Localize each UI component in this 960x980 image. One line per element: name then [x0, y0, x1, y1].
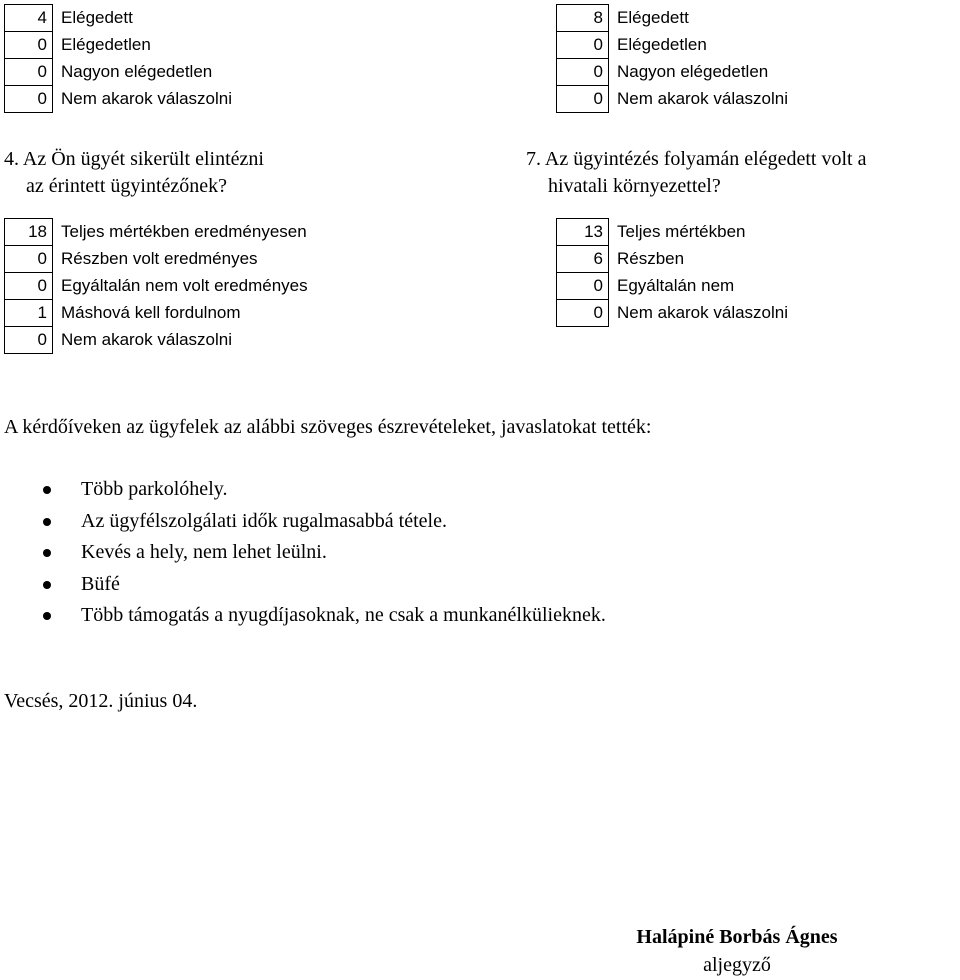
answer-count: 0: [557, 300, 609, 327]
comments-intro: A kérdőíveken az ügyfelek az alábbi szöveges észrevételeket, javaslatokat tették:: [4, 416, 652, 438]
answer-label: Teljes mértékben: [617, 222, 746, 241]
answer-row: [5, 32, 233, 59]
answer-row: [5, 300, 309, 327]
comment-text: Büfé: [81, 572, 120, 595]
answer-count: 8: [557, 5, 609, 32]
list-item: [40, 600, 606, 632]
question-4-heading: [4, 146, 264, 200]
answer-count: 4: [5, 5, 53, 32]
comment-text: Több támogatás a nyugdíjasoknak, ne csak a munkanélkülieknek.: [81, 604, 606, 626]
answer-row: [5, 246, 309, 273]
answer-row: [557, 300, 789, 327]
answer-row: [5, 86, 233, 113]
answer-row: [557, 273, 789, 300]
question-7-line1: 7. Az ügyintézés folyamán elégedett volt a: [526, 148, 867, 170]
answer-row: [5, 5, 233, 32]
answer-row: [557, 5, 789, 32]
answer-label: Nem akarok válaszolni: [617, 303, 789, 322]
top-left-answer-table: [4, 4, 233, 113]
answer-label: Nagyon elégedetlen: [617, 62, 769, 81]
answer-count: 0: [5, 246, 53, 273]
answer-label: Elégedetlen: [61, 35, 151, 54]
answer-count: 0: [5, 327, 53, 354]
bullet-icon: [43, 518, 51, 526]
question-4-line1: 4. Az Ön ügyét sikerült elintézni: [4, 148, 264, 170]
bullet-icon: [43, 612, 51, 620]
answer-label: Nagyon elégedetlen: [61, 62, 213, 81]
bullet-icon: [43, 581, 51, 589]
answer-label: Máshová kell fordulnom: [61, 303, 241, 322]
answer-count: 0: [5, 273, 53, 300]
answer-row: [557, 86, 789, 113]
bullet-icon: [43, 486, 51, 494]
bullet-icon: [43, 549, 51, 557]
answer-label: Egyáltalán nem: [617, 276, 735, 295]
question-7-heading: [526, 146, 866, 200]
answer-count: 6: [557, 246, 609, 273]
answer-count: 13: [557, 219, 609, 246]
comment-text: Több parkolóhely.: [81, 478, 228, 500]
comment-text: Az ügyfélszolgálati idők rugalmasabbá tétele.: [81, 509, 447, 532]
answer-count: 1: [5, 300, 53, 327]
answer-label: Elégedett: [61, 8, 133, 27]
answer-label: Egyáltalán nem volt eredményes: [61, 276, 308, 295]
answer-row: [5, 219, 309, 246]
answer-row: [557, 59, 789, 86]
answer-label: Nem akarok válaszolni: [61, 89, 233, 108]
comments-list: [40, 474, 606, 632]
place-date: Vecsés, 2012. június 04.: [4, 690, 198, 712]
answer-row: [5, 59, 233, 86]
signature-block: [592, 922, 882, 978]
answer-count: 0: [5, 86, 53, 113]
answer-label: Elégedetlen: [617, 35, 707, 54]
answer-label: Nem akarok válaszolni: [61, 330, 233, 349]
answer-count: 0: [5, 32, 53, 59]
answer-count: 0: [557, 86, 609, 113]
answer-label: Részben volt eredményes: [61, 249, 258, 268]
answer-row: [5, 327, 309, 354]
answer-row: [557, 219, 789, 246]
question-4-line2: az érintett ügyintézőnek?: [26, 175, 228, 197]
answer-label: Teljes mértékben eredményesen: [61, 222, 307, 241]
signatory-title: aljegyző: [703, 954, 771, 976]
list-item: [40, 506, 606, 538]
answer-count: 18: [5, 219, 53, 246]
comment-text: Kevés a hely, nem lehet leülni.: [81, 541, 327, 563]
question-7-line2: hivatali környezettel?: [548, 175, 721, 197]
top-right-answer-table: [556, 4, 789, 113]
answer-count: 0: [557, 32, 609, 59]
answer-row: [557, 32, 789, 59]
answer-row: [557, 246, 789, 273]
answer-count: 0: [557, 273, 609, 300]
answer-label: Nem akarok válaszolni: [617, 89, 789, 108]
list-item: [40, 474, 606, 506]
answer-count: 0: [5, 59, 53, 86]
answer-row: [5, 273, 309, 300]
question-7-answer-table: [556, 218, 789, 327]
signatory-name: Halápiné Borbás Ágnes: [636, 926, 838, 948]
answer-label: Részben: [617, 249, 685, 268]
answer-label: Elégedett: [617, 8, 689, 27]
list-item: [40, 537, 606, 569]
list-item: [40, 569, 606, 601]
answer-count: 0: [557, 59, 609, 86]
question-4-answer-table: [4, 218, 309, 354]
